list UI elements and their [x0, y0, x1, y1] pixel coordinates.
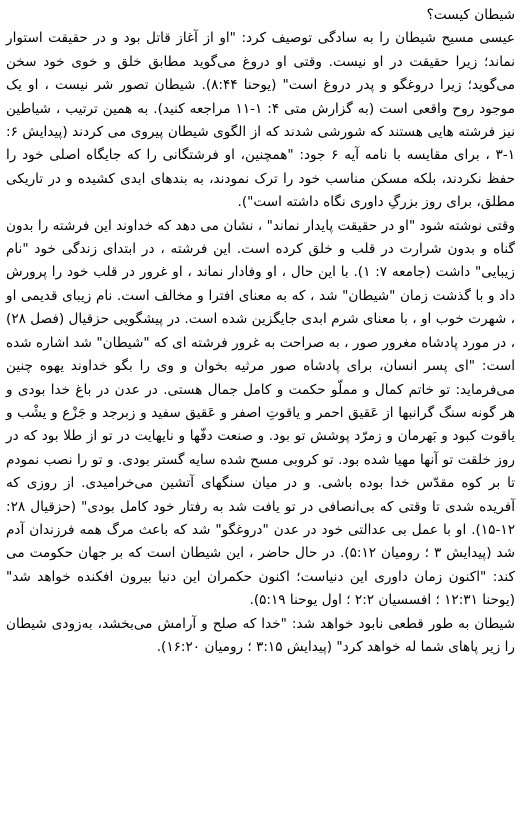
paragraph-satan-destroyed: شیطان به طور قطعی نابود خواهد شد: "خدا که صلح و آرامش می‌بخشد، به‌زودی شیطان را زیر پاهای شما له خواهد کرد" (پیدایش ۳:۱۵ ؛ رومیان ۱۶:۲۰).: [6, 615, 515, 655]
paragraph-fallen-angel: وقتی نوشته شود "او در حقیقت پایدار نماند" ، نشان می دهد که خداوند این فرشته را بدون گناه و بدون شرارت در قلب و خلق کرده است. این فرشته ، در ابتدای زندگی خود "نام زیبایی" داشت (جامعه ۷: ۱). با این حال ، او وفادار نماند ، او غرور در قلب خود را پرورش داد و با گذشت زمان "شیطان" شد ، که به معنای افترا و مخالف است. نام زیبای قدیمی او ، شهرت خوب او ، با معنای شرم ابدی جایگزین شده است. در پیشگویی حزقیال (فصل ۲۸) ، در مورد پادشاه مغرور صور ، به صراحت به غرور فرشته ای که "شیطان" شد اشاره شده است: "ای پسر انسان، برای پادشاه صور مرثیه بخوان و وی را بگو خداوند یهوه چنین می‌فرماید: تو خاتم کمال و مملّو حکمت و کامل جمال هستی. در عدن در باغ خدا بودی و هر گونه سنگ گرانبها از عَقیق احمر و یاقوتِ اصفر و عَقیق سفید و زبرجد و جَزْع و یشْب و یاقوت کبود و بَهرمان و زمرّد پوشش تو بود. و صنعت دفّها و نایهایت در تو از طلا بود که در روز خلقت تو آنها مهیا شده بود. تو کروبی مسح شده سایه گستر بودی. و تو را نصب نمودم تا بر کوه مقدّس خدا بوده باشی. و در میان سنگهای آتشین می‌خرامیدی. از روزی که آفریده شدی تا وقتی که بی‌انصافی در تو یافت شد به رفتار خود کامل بودی" (حزقیال ۲۸: ۱۲-۱۵). او با عمل بی عدالتی خود در عدن "دروغگو" شد که باعث مرگ همه فرزندان آدم شد (پیدایش ۳ ؛ رومیان ۵:۱۲). در حال حاضر ، این شیطان است که بر جهان حکومت می کند: "اکنون زمان داوری این دنیاست؛ اکنون حکمران این دنیا بیرون افکنده خواهد شد" (یوحنا ۱۲:۳۱ ؛ افسسیان ۲:۲ ؛ اول یوحنا ۵:۱۹).: [6, 217, 515, 609]
document-title: شیطان کیست؟: [426, 7, 515, 23]
paragraph-jesus-description: عیسی مسیح شیطان را به سادگی توصیف کرد: "او از آغاز قاتل بود و در حقیقت استوار نماند؛ زیرا حقیقت در او نیست. وقتی او دروغ می‌گوید مطابق خلق و خوی خود سخن می‌گوید؛ زیرا دروغگو و پدر دروغ است" (یوحنا ۸:۴۴). شیطان تصور شر نیست ، او یک موجود روح واقعی است (به گزارش متی ۴: ۱-۱۱ مراجعه کنید). به همین ترتیب ، شیاطین نیز فرشته هایی هستند که شورشی شدند که از الگوی شیطان پیروی می کردند (پیدایش ۶: ۱-۳ ، برای مقایسه با نامه آیه ۶ جود: "همچنین، او فرشتگانی را که جایگاه اصلی خود را حفظ نکردند، بلکه مسکن مناسب خود را ترک نمودند، به بندهای ابدی کشیده و در تاریکی مطلق، برای روز بزرگِ داوری نگاه داشته است").: [6, 30, 516, 211]
